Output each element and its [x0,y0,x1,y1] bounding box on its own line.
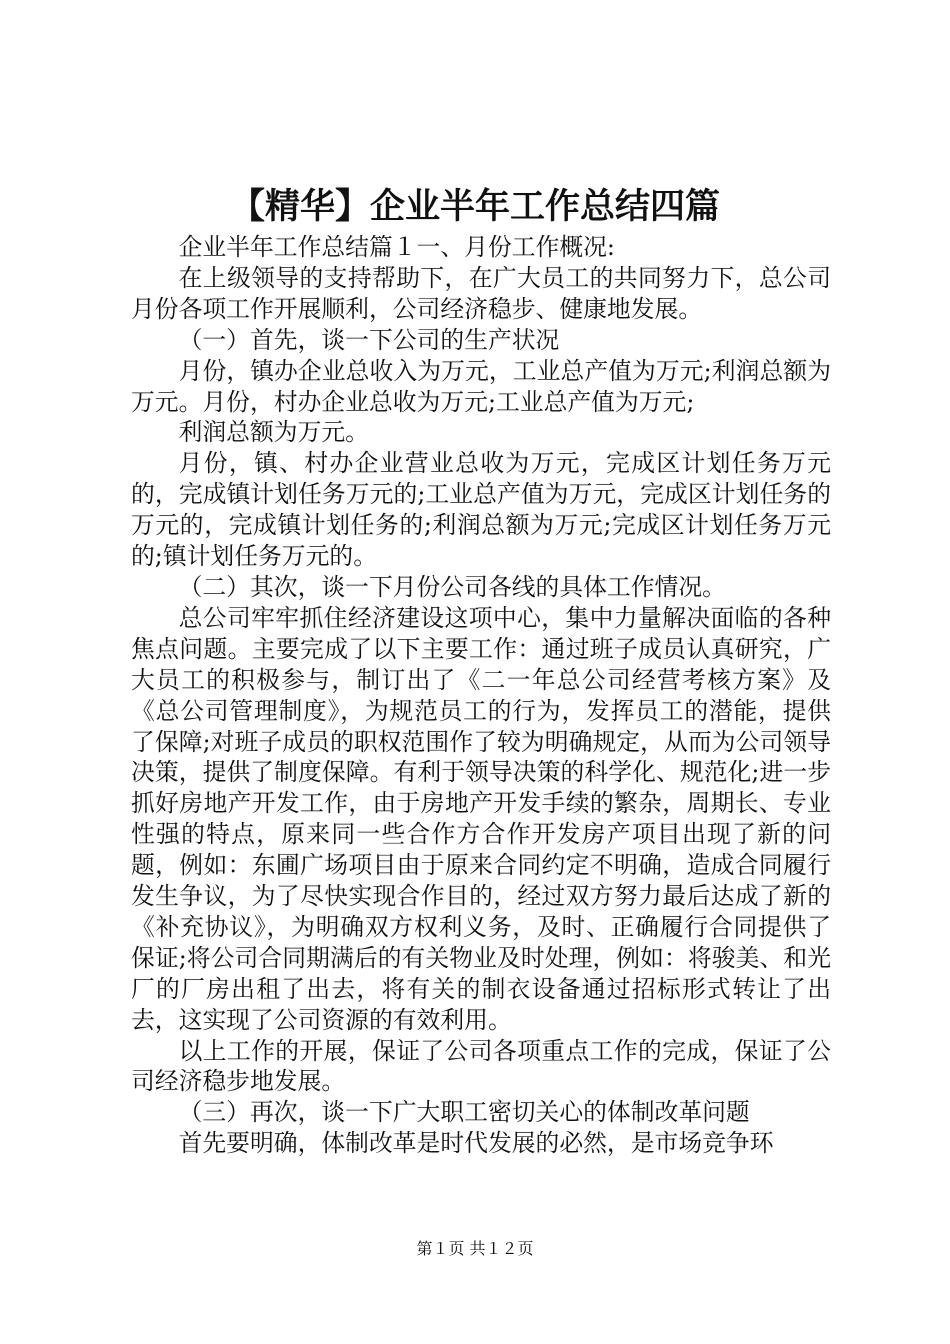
paragraph: 月份，镇、村办企业营业总收为万元，完成区计划任务万元的，完成镇计划任务万元的;工业总产值为万元，完成区计划任务的万元的，完成镇计划任务的;利润总额为万元;完成区计划任务万元的;镇计划任务万元的。 [131,449,831,571]
section-heading: （三）再次，谈一下广大职工密切关心的体制改革问题 [178,1098,750,1127]
paragraph: 总公司牢牢抓住经济建设这项中心，集中力量解决面临的各种焦点问题。主要完成了以下主要工作：通过班子成员认真研究，广大员工的积极参与，制订出了《二一年总公司经营考核方案》及《总公司管理制度》，为规范员工的行为，发挥员工的潜能，提供了保障;对班子成员的职权范围作了较为明确规定，从而为公司领导决策，提供了制度保障。有利于领导决策的科学化、规范化;进一步抓好房地产开发工作，由于房地产开发手续的繁杂，周期长、专业性强的特点，原来同一些合作方合作开发房产项目出现了新的问题，例如：东圃广场项目由于原来合同约定不明确，造成合同履行发生争议，为了尽快实现合作目的，经过双方努力最后达成了新的《补充协议》，为明确双方权利义务，及时、正确履行合同提供了保证;将公司合同期满后的有关物业及时处理，例如：将骏美、和光厂的厂房出租了出去，将有关的制衣设备通过招标形式转让了出去，这实现了公司资源的有效利用。 [131,603,831,1034]
paragraph: 在上级领导的支持帮助下，在广大员工的共同努力下，总公司月份各项工作开展顺利，公司经济稳步、健康地发展。 [131,263,831,323]
paragraph: 企业半年工作总结篇１一、月份工作概况: [178,233,615,261]
page-footer: 第１页 共１２页 [416,1239,534,1258]
section-heading: （一）首先，谈一下公司的生产状况 [178,325,560,354]
paragraph: 首先要明确，体制改革是时代发展的必然，是市场竞争环 [178,1129,774,1158]
paragraph: 利润总额为万元。 [178,418,369,447]
paragraph: 以上工作的开展，保证了公司各项重点工作的完成，保证了公司经济稳步地发展。 [131,1036,831,1096]
paragraph: 月份，镇办企业总收入为万元，工业总产值为万元;利润总额为万元。月份，村办企业总收为万元;工业总产值为万元; [131,356,831,416]
section-heading: （二）其次，谈一下月份公司各线的具体工作情况。 [178,572,726,601]
document-title: 【精华】企业半年工作总结四篇 [229,186,720,227]
document-body [131,232,831,1159]
